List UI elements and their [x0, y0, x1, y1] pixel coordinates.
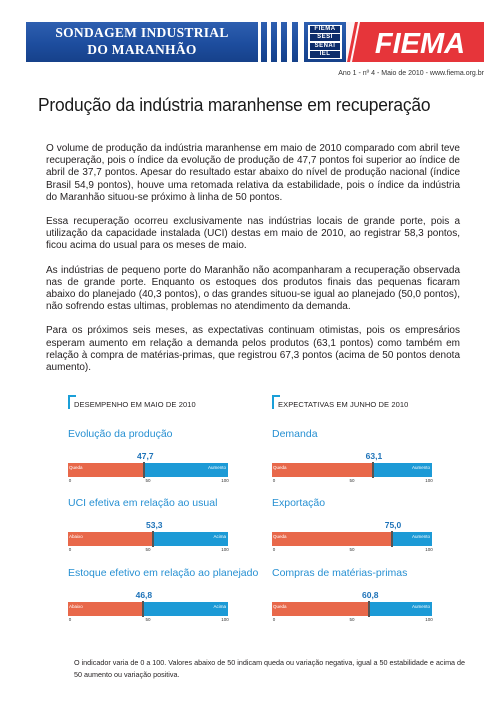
gauge-bar — [68, 602, 228, 616]
gauge-value: 75,0 — [384, 520, 402, 530]
gauge-indicator — [68, 567, 259, 627]
gauge-scale-label: 100 — [425, 547, 433, 552]
panel-expectations — [272, 395, 452, 622]
gauge-right-label: Aumento — [411, 465, 430, 470]
paragraph: As indústrias de pequeno porte do Maranhão não acompanharam a recuperação observada nas de grande porte. Enquanto os estoques dos produtos finais das pequenas ficaram abaixo do planejado (40,3 pontos), o das grandes situou-se igual ao planejado (50,0 pontos), não sofrendo estas ultimas, problemas no atendimento da demanda. — [46, 264, 460, 313]
gauge-scale-label: 0 — [272, 617, 276, 622]
paragraph: Para os próximos seis meses, as expectativas continuam otimistas, pois os empresários esperam aumento em relação a demanda pelos produtos (63,1 pontos) como também em relação à compra de matérias-primas, que registrou 67,3 pontos (acima de 50 pontos denota aumento). — [46, 325, 460, 374]
paragraph: Essa recuperação ocorreu exclusivamente nas indústrias locais de grande porte, pois a utilização da capacidade instalada (UCI) destas em maio de 2010, ao registrar 58,3 pontos, ficou acima do usual para os meses de maio. — [46, 216, 460, 252]
gauge-bar-fill — [272, 463, 373, 477]
report-series-title-line2: DO MARANHÃO — [87, 42, 197, 57]
gauge-scale-label: 50 — [349, 478, 355, 483]
gauge-scale-label: 100 — [221, 478, 229, 483]
gauge-value: 46,8 — [135, 590, 153, 600]
banner-stripe — [277, 22, 281, 62]
gauge-bar — [68, 532, 228, 546]
gauge-scale-label: 100 — [221, 617, 229, 622]
gauge-scale-label: 100 — [425, 617, 433, 622]
system-logo-fiema: FIEMA — [310, 26, 340, 33]
gauge-bar — [68, 463, 228, 477]
gauge-right-label: Aumento — [411, 604, 430, 609]
panel-title: EXPECTATIVAS EM JUNHO DE 2010 — [278, 400, 409, 409]
gauge-indicator — [272, 428, 437, 488]
banner-stripe — [287, 22, 292, 62]
gauge-title: Evolução da produção — [68, 428, 173, 440]
system-logo-senai: SENAI — [310, 43, 340, 50]
panel-header — [272, 395, 452, 411]
issue-line: Ano 1 - nº 4 - Maio de 2010 - www.fiema.org.br — [338, 70, 484, 77]
gauge-title: UCI efetiva em relação ao usual — [68, 497, 218, 509]
system-logo-sesi: SESI — [310, 34, 340, 41]
gauge-right-label: Aumento — [411, 534, 430, 539]
fiema-logo — [346, 22, 484, 62]
gauge-bar-fill — [272, 532, 392, 546]
gauge-title: Estoque efetivo em relação ao planejado — [68, 567, 259, 579]
gauge-right-label: Acima — [213, 534, 226, 539]
gauge-left-label: Queda — [273, 465, 287, 470]
gauge-left-label: Queda — [273, 534, 287, 539]
gauge-left-label: Queda — [69, 465, 83, 470]
gauge-marker — [143, 462, 145, 478]
gauge-marker — [372, 462, 374, 478]
gauge-marker — [152, 531, 154, 547]
gauge-indicator — [68, 428, 233, 488]
gauge-value: 60,8 — [361, 590, 379, 600]
report-series-title-line1: SONDAGEM INDUSTRIAL — [55, 25, 229, 40]
panel-header — [68, 395, 248, 411]
gauge-scale-label: 50 — [349, 547, 355, 552]
gauge-value: 47,7 — [137, 451, 154, 461]
gauge-right-label: Aumento — [207, 465, 226, 470]
gauge-scale-label: 50 — [145, 617, 151, 622]
gauge-right-label: Acima — [213, 604, 226, 609]
gauge-scale-label: 100 — [221, 547, 229, 552]
gauge-marker — [368, 601, 370, 617]
report-header — [0, 0, 500, 77]
system-logo-iel: IEL — [310, 51, 340, 58]
gauge-indicator — [272, 567, 437, 627]
report-series-title — [26, 24, 258, 58]
banner-stripe — [258, 22, 261, 62]
gauge-left-label: Abaixo — [69, 534, 83, 539]
system-logos — [308, 25, 342, 59]
gauge-marker — [391, 531, 393, 547]
gauge-bar — [272, 602, 432, 616]
gauge-title: Exportação — [272, 497, 326, 509]
headline: Produção da indústria maranhense em recuperação — [38, 94, 431, 115]
fiema-logo-mark — [346, 22, 484, 62]
banner-stripe — [298, 22, 304, 62]
banner-stripe — [267, 22, 271, 62]
article-body — [46, 143, 460, 386]
panel-performance — [68, 395, 259, 622]
gauge-title: Demanda — [272, 428, 318, 440]
gauge-bar — [272, 463, 432, 477]
gauge-value: 53,3 — [145, 520, 163, 530]
gauge-value: 63,1 — [365, 451, 383, 461]
gauge-title: Compras de matérias-primas — [272, 567, 408, 579]
header-banner — [26, 22, 484, 62]
gauge-left-label: Queda — [273, 604, 287, 609]
gauge-left-label: Abaixo — [69, 604, 83, 609]
gauge-indicator — [68, 497, 233, 557]
gauge-scale-label: 0 — [68, 478, 72, 483]
gauge-scale-label: 50 — [349, 617, 355, 622]
gauge-indicator — [272, 497, 437, 557]
footnote: O indicador varia de 0 a 100. Valores abaixo de 50 indicam queda ou variação negativa, igual a 50 estabilidade e acima de 50 aumento ou variação positiva. — [74, 658, 466, 679]
gauge-bar — [272, 532, 432, 546]
paragraph: O volume de produção da indústria maranhense em maio de 2010 comparado com abril teve recuperação, pois o índice da evolução de produção de 47,7 pontos foi superior ao índice de abril de 37,7 pontos. Apesar do resultado estar abaixo do nível de produção nacional (índice Brasil 54,9 pontos), houve uma retomada relativa da estabilidade, pois o índice da indústria do Maranhão situou-se próximo à linha de 50 pontos. — [46, 143, 460, 203]
gauge-scale-label: 0 — [68, 617, 72, 622]
fiema-logo-text: FIEMA — [374, 28, 466, 60]
gauge-scale-label: 0 — [272, 478, 276, 483]
gauge-scale-label: 50 — [145, 478, 151, 483]
gauge-scale-label: 50 — [145, 547, 151, 552]
gauge-marker — [142, 601, 144, 617]
panel-title: DESEMPENHO EM MAIO DE 2010 — [74, 400, 196, 409]
gauge-scale-label: 0 — [272, 547, 276, 552]
gauge-scale-label: 100 — [425, 478, 433, 483]
gauge-scale-label: 0 — [68, 547, 72, 552]
